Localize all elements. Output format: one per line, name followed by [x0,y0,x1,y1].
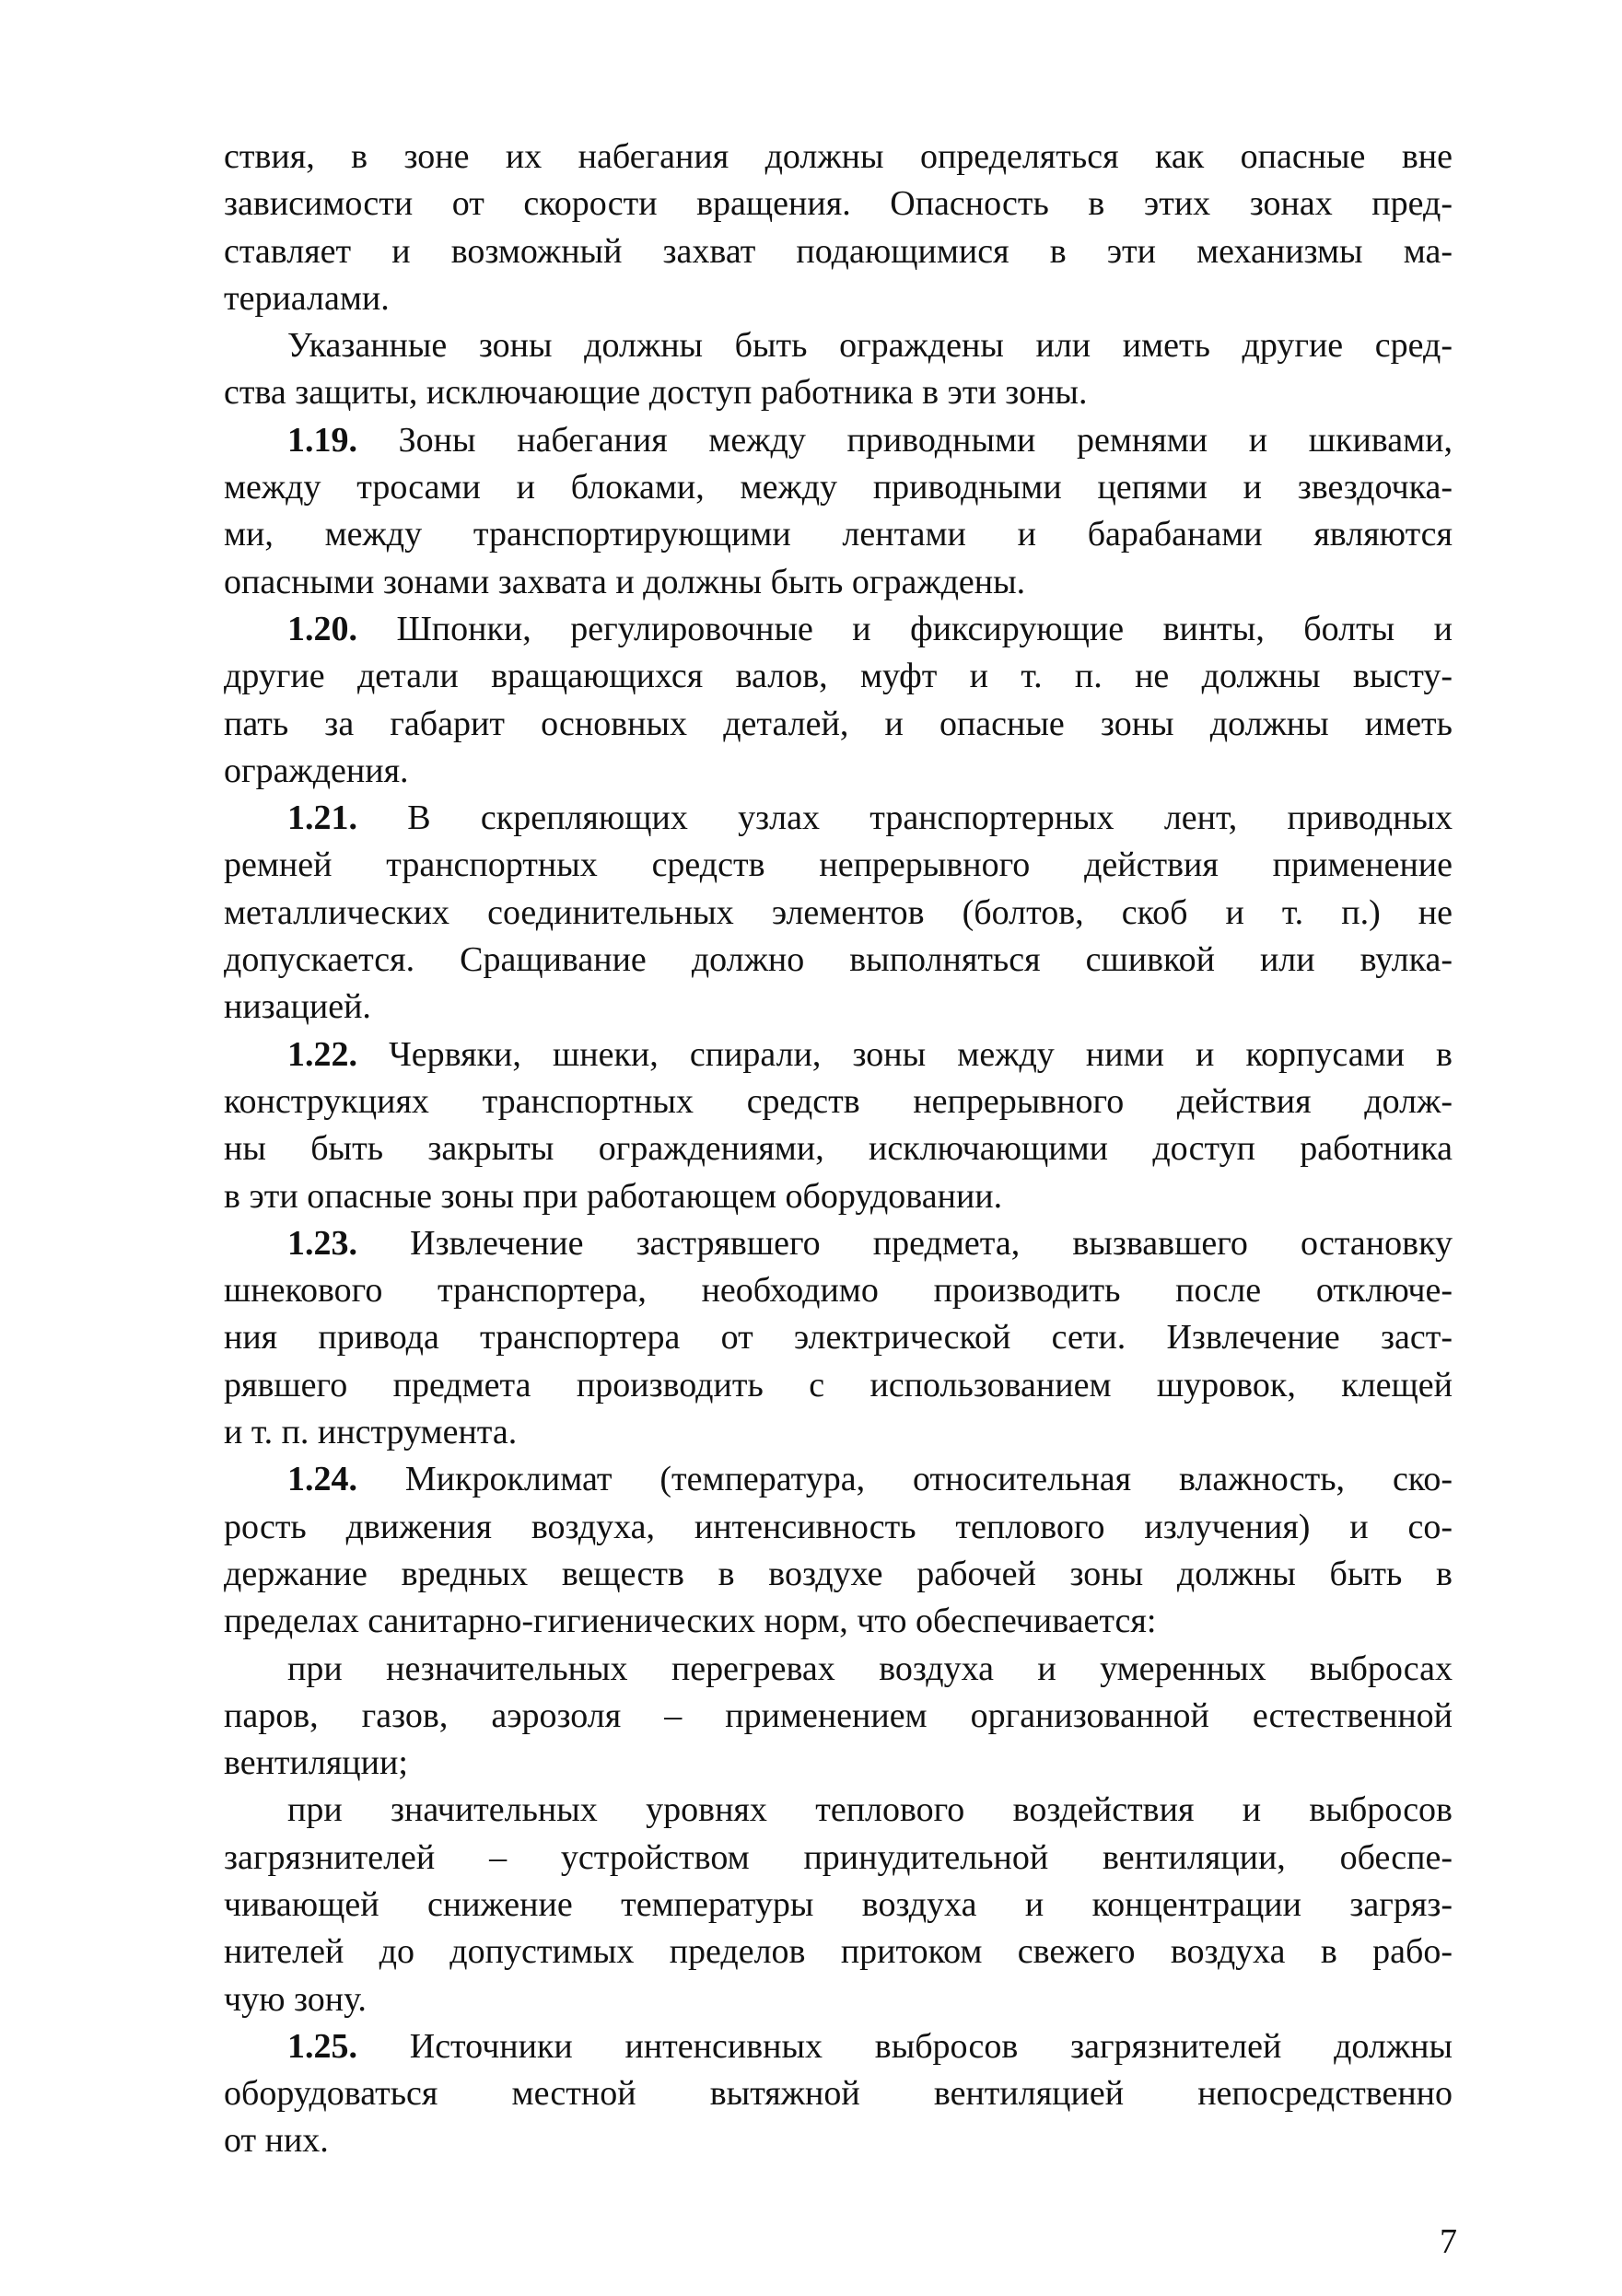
text-line [224,1456,1453,1503]
line-text: другие детали вращающихся валов, муфт и т. п. не должны высту- [224,657,1453,696]
text-line [224,464,1453,511]
line-text: рость движения воздуха, интенсивность теплового излучения) и со- [224,1507,1453,1546]
paragraph-p1-20 [224,606,1453,795]
line-text: ния привода транспортера от электрической сети. Извлечение заст- [224,1318,1453,1358]
line-text: оборудоваться местной вытяжной вентиляцией непосредственно [224,2074,1453,2114]
paragraph-guards [224,322,1453,417]
text-line [224,2070,1453,2117]
text-line [224,1409,1453,1456]
line-text: В скрепляющих узлах транспортерных лент, приводных [357,798,1453,838]
page-number: 7 [1440,2222,1457,2261]
line-text: в эти опасные зоны при работающем оборудовании. [224,1176,1003,1216]
text-line [224,2117,1453,2164]
text-line [224,653,1453,700]
line-text: при значительных уровнях теплового воздействия и выбросов [287,1790,1453,1830]
line-text: ограждения. [224,751,409,790]
line-text: опасными зонами захвата и должны быть ограждены. [224,562,1026,601]
line-text: ставляет и возможный захват подающимися в эти механизмы ма- [224,231,1453,271]
text-line [224,1362,1453,1409]
line-text: ремней транспортных средств непрерывного действия применение [224,845,1453,885]
paragraph-p1-19 [224,417,1453,606]
text-line [224,842,1453,889]
line-text: пределах санитарно-гигиенических норм, что обеспечивается: [224,1602,1157,1641]
text-line [224,1173,1453,1220]
text-line [224,1504,1453,1551]
paragraph-p1-23 [224,1220,1453,1456]
text-line [224,1976,1453,2023]
line-text: держание вредных веществ в воздухе рабочей зоны должны быть в [224,1554,1453,1593]
line-text: ствия, в зоне их набегания должны определяться как опасные вне [224,137,1453,176]
line-text: конструкциях транспортных средств непрерывного действия долж- [224,1081,1453,1121]
line-text: териалами. [224,278,390,318]
text-line [224,1646,1453,1693]
line-text: допускается. Сращивание должно выполняться сшивкой или вулка- [224,940,1453,980]
line-text: шнекового транспортера, необходимо производить после отключе- [224,1271,1453,1311]
line-text: паров, газов, аэрозоля – применением организованной естественной [224,1696,1453,1735]
line-text: чую зону. [224,1979,367,2019]
line-text: Источники интенсивных выбросов загрязнителей должны [357,2026,1453,2066]
text-line [224,2023,1453,2070]
text-line [224,984,1453,1031]
line-text: Зоны набегания между приводными ремнями и шкивами, [357,420,1453,460]
text-line [224,322,1453,369]
text-line [224,1929,1453,1975]
line-text: Извлечение застрявшего предмета, вызвавшего остановку [357,1223,1453,1263]
line-text: и т. п. инструмента. [224,1413,518,1452]
text-line [224,1314,1453,1361]
body-text [224,134,1453,2165]
paragraph-p1-21 [224,795,1453,1031]
text-line [224,890,1453,937]
line-text: от них. [224,2121,329,2161]
text-line [224,228,1453,275]
text-line [224,417,1453,464]
line-text: пать за габарит основных деталей, и опасные зоны должны иметь [224,704,1453,743]
line-text: металлических соединительных элементов (болтов, скоб и т. п.) не [224,892,1453,932]
text-line [224,369,1453,416]
paragraph-p1-22 [224,1031,1453,1220]
clause-number: 1.22. [287,1034,357,1074]
text-line [224,1125,1453,1172]
text-line [224,511,1453,558]
text-line [224,181,1453,227]
paragraph-p1-24 [224,1456,1453,1645]
text-line [224,937,1453,984]
text-line [224,1835,1453,1882]
paragraph-p1-25 [224,2023,1453,2165]
line-text: рявшего предмета производить с использованием шуровок, клещей [224,1365,1453,1404]
line-text: ны быть закрыты ограждениями, исключающими доступ работника [224,1129,1453,1169]
line-text: между тросами и блоками, между приводными цепями и звездочка- [224,468,1453,507]
line-text: ства защиты, исключающие доступ работника в эти зоны. [224,373,1088,413]
text-line [224,1220,1453,1267]
clause-number: 1.20. [287,609,357,648]
text-line [224,1787,1453,1834]
text-line [224,559,1453,606]
text-line [224,795,1453,842]
line-text: загрязнителей – устройством принудительной вентиляции, обеспе- [224,1837,1453,1877]
line-text: Указанные зоны должны быть ограждены или иметь другие сред- [287,326,1453,366]
line-text: низацией. [224,987,371,1027]
text-line [224,1078,1453,1125]
text-line [224,134,1453,181]
paragraph-p1-24-a [224,1646,1453,1788]
text-line [224,606,1453,653]
line-text: ми, между транспортирующими лентами и барабанами являются [224,515,1453,554]
line-text: чивающей снижение температуры воздуха и концентрации загряз- [224,1884,1453,1924]
text-line [224,748,1453,795]
text-line [224,1598,1453,1645]
text-line [224,1031,1453,1078]
text-line [224,1882,1453,1929]
text-line [224,1267,1453,1314]
line-text: при незначительных перегревах воздуха и умеренных выбросах [287,1649,1453,1688]
clause-number: 1.19. [287,420,357,460]
line-text: Шпонки, регулировочные и фиксирующие винты, болты и [357,609,1453,648]
text-line [224,1693,1453,1740]
line-text: нителей до допустимых пределов притоком свежего воздуха в рабо- [224,1932,1453,1972]
line-text: Микроклимат (температура, относительная влажность, ско- [357,1460,1453,1499]
text-line [224,701,1453,748]
clause-number: 1.21. [287,798,357,838]
clause-number: 1.23. [287,1223,357,1263]
paragraph-continuation [224,134,1453,322]
clause-number: 1.24. [287,1460,357,1499]
paragraph-p1-24-b [224,1787,1453,2022]
text-line [224,1740,1453,1787]
line-text: зависимости от скорости вращения. Опасность в этих зонах пред- [224,184,1453,224]
line-text: Червяки, шнеки, спирали, зоны между ними и корпусами в [357,1034,1453,1074]
text-line [224,275,1453,322]
text-line [224,1551,1453,1598]
clause-number: 1.25. [287,2026,357,2066]
line-text: вентиляции; [224,1743,408,1783]
